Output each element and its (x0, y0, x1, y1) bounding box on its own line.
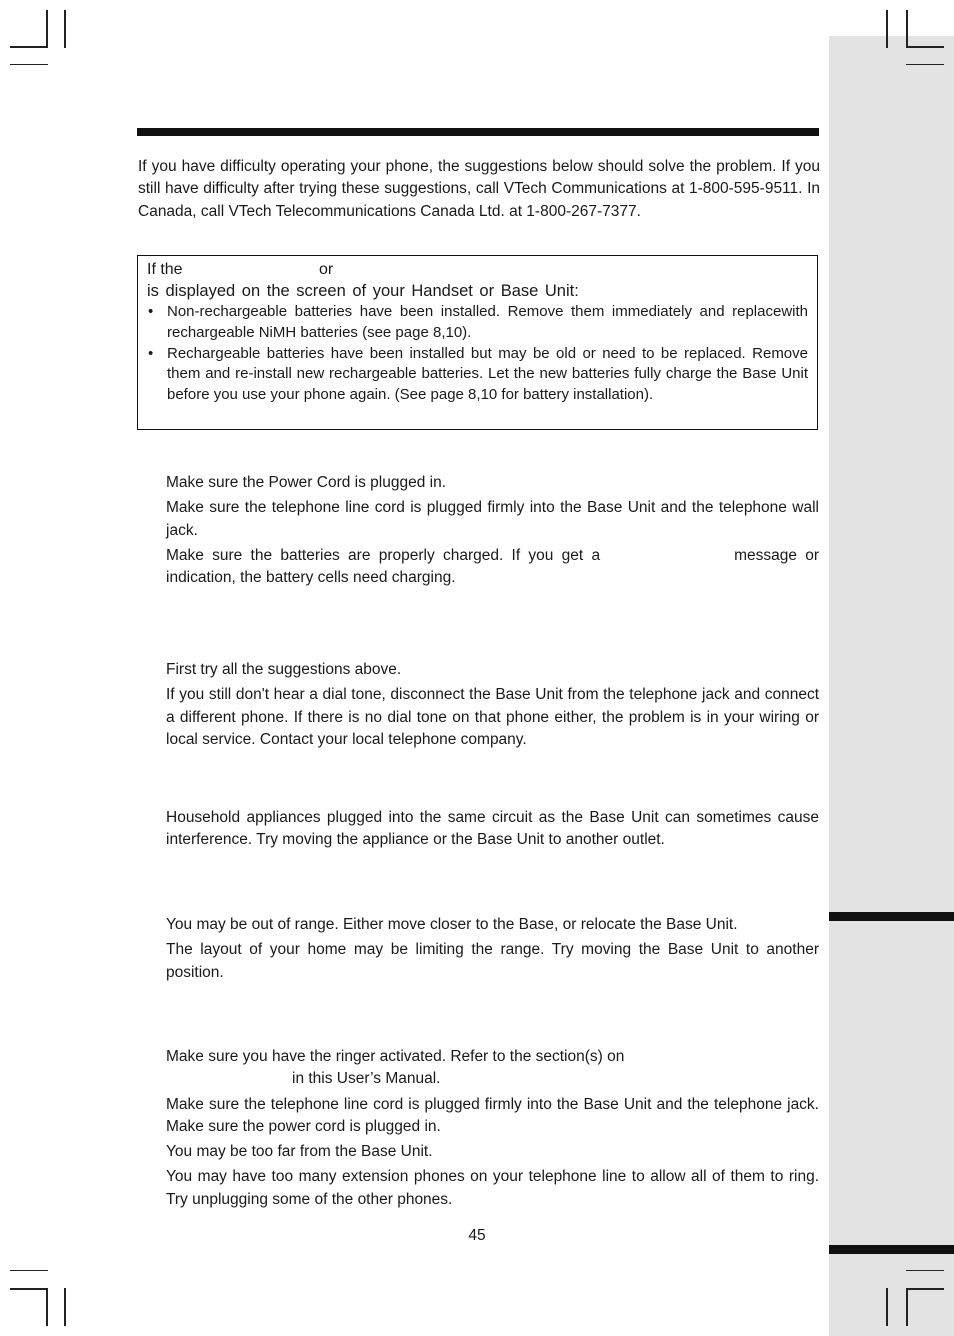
list-item: Household appliances plugged into the same circuit as the Base Unit can sometimes cause interference. Try moving the appliance or the Base Unit to another outlet. (166, 809, 819, 849)
list-item: First try all the suggestions above. (166, 661, 402, 678)
battery-notice-box (137, 255, 818, 430)
notice-line-1 (147, 259, 808, 280)
notice-prefix: If the (147, 261, 183, 278)
section-4-list (166, 914, 819, 987)
notice-list (147, 302, 808, 406)
section-5-list (166, 1046, 819, 1214)
intro-paragraph: If you have difficulty operating your phone, the suggestions below should solve the problem. If you still have difficulty after trying these suggestions, call VTech Communications at 1-800-595-9511. In Canada, call VTech Telecommunications Canada Ltd. at 1-800-267-7377. (138, 158, 820, 220)
list-item: Make sure you have the ringer activated. Refer to the section(s) on in this User’s Manual. (166, 1048, 625, 1088)
list-item: The layout of your home may be limiting the range. Try moving the Base Unit to another position. (166, 941, 819, 981)
list-item: • Rechargeable batteries have been installed but may be old or need to be replaced. Remove them and re-install new rechargeable batteries. Let the new batteries fully charge the Base Unit before you use your phone again. (See page 8,10 for battery installation). (148, 344, 808, 404)
list-item: • Non-rechargeable batteries have been installed. Remove them immediately and replacewith rechargeable NiMH batteries (see page 8,10). (148, 303, 808, 341)
section-3-list (166, 807, 819, 855)
header-rule (137, 128, 819, 136)
list-item: If you still don't hear a dial tone, disconnect the Base Unit from the telephone jack and connect a different phone. If there is no dial tone on that phone either, the problem is in your wiring or local service. Contact your local telephone company. (166, 686, 819, 748)
list-item: Make sure the telephone line cord is plugged firmly into the Base Unit and the telephone wall jack. (166, 499, 819, 539)
list-item: Make sure the Power Cord is plugged in. (166, 474, 447, 491)
side-tab-bar-bottom (829, 1245, 954, 1254)
section-2-list (166, 659, 819, 754)
notice-or: or (319, 261, 334, 278)
notice-line-2: is displayed on the screen of your Handset or Base Unit: (147, 282, 579, 300)
list-item: You may have too many extension phones on your telephone line to allow all of them to ring. Try unplugging some of the other phones. (166, 1168, 819, 1208)
page-number: 45 (468, 1227, 486, 1244)
list-item: Make sure the telephone line cord is plugged firmly into the Base Unit and the telephone jack. Make sure the power cord is plugged in. (166, 1095, 819, 1135)
list-item: You may be out of range. Either move closer to the Base, or relocate the Base Unit. (166, 916, 738, 933)
side-tab-bar-top (829, 912, 954, 921)
section-1-list (166, 472, 819, 592)
bullet-icon: • (148, 303, 154, 320)
list-item: Make sure the batteries are properly charged. If you get a message or indication, the battery cells need charging. (166, 546, 820, 587)
list-item: You may be too far from the Base Unit. (166, 1143, 433, 1161)
side-tab-panel (829, 36, 954, 1336)
bullet-icon: • (148, 344, 154, 362)
